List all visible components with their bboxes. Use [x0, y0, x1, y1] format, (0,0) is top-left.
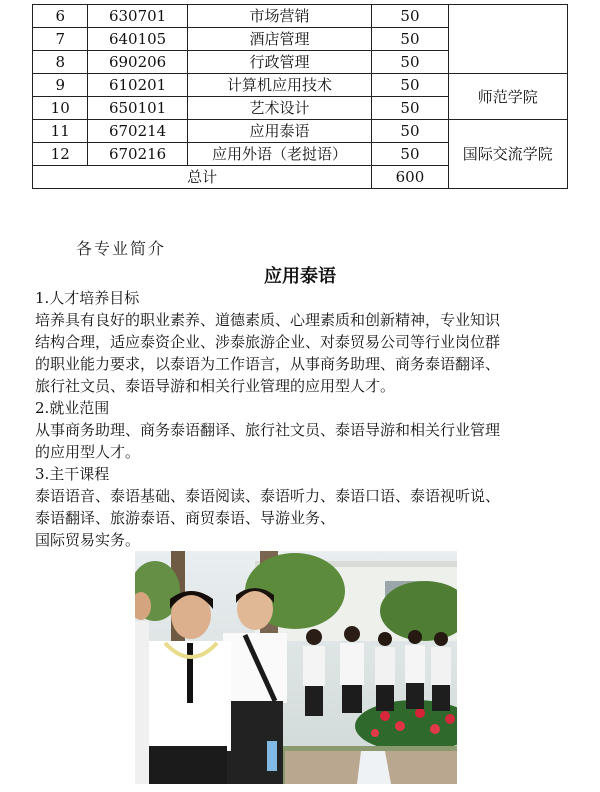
enroll-count: 50 — [372, 120, 448, 143]
section-3-heading: 3.主干课程 — [35, 465, 110, 483]
enroll-count: 50 — [372, 74, 448, 97]
college-cell-blank — [448, 5, 567, 74]
section-3-line: 泰语翻译、旅游泰语、商贸泰语、导游业务、 — [35, 509, 336, 527]
section-1-line: 旅行社文员、泰语导游和相关行业管理的应用型人才。 — [35, 377, 396, 395]
section-1-line: 培养具有良好的职业素养、道德素质、心理素质和创新精神，专业知识 — [35, 311, 501, 329]
major-code: 640105 — [88, 28, 187, 51]
table-row — [33, 74, 568, 97]
enroll-count: 50 — [372, 143, 448, 166]
enroll-count: 50 — [372, 28, 448, 51]
section-2-heading: 2.就业范围 — [35, 399, 110, 417]
section-3-line: 国际贸易实务。 — [35, 531, 141, 549]
major-name: 市场营销 — [187, 5, 372, 28]
row-number: 12 — [33, 143, 88, 166]
row-number: 6 — [33, 5, 88, 28]
section-2-line: 的应用型人才。 — [35, 443, 141, 461]
enroll-count: 50 — [372, 97, 448, 120]
major-code: 670214 — [88, 120, 187, 143]
college-normal-cell: 师范学院 — [448, 74, 567, 120]
row-number: 8 — [33, 51, 88, 74]
major-code: 630701 — [88, 5, 187, 28]
section-2-line: 从事商务助理、商务泰语翻译、旅行社文员、泰语导游和相关行业管理 — [35, 421, 501, 439]
section-1-line: 的职业能力要求，以泰语为工作语言，从事商务助理、商务泰语翻译、 — [35, 355, 501, 373]
section-1-heading: 1.人才培养目标 — [35, 289, 140, 307]
row-number: 9 — [33, 74, 88, 97]
major-code: 690206 — [88, 51, 187, 74]
major-name: 应用泰语 — [187, 120, 372, 143]
enroll-count: 50 — [372, 5, 448, 28]
total-value: 600 — [372, 166, 448, 189]
major-title: 应用泰语 — [264, 266, 336, 287]
enroll-count: 50 — [372, 51, 448, 74]
major-name: 行政管理 — [187, 51, 372, 74]
major-name: 计算机应用技术 — [187, 74, 372, 97]
major-name: 应用外语（老挝语） — [187, 143, 372, 166]
major-name: 艺术设计 — [187, 97, 372, 120]
students-photo — [135, 551, 457, 784]
table-row — [33, 5, 568, 28]
row-number: 11 — [33, 120, 88, 143]
table-row — [33, 120, 568, 143]
row-number: 10 — [33, 97, 88, 120]
total-label: 总计 — [33, 166, 372, 189]
row-number: 7 — [33, 28, 88, 51]
major-code: 670216 — [88, 143, 187, 166]
enrollment-table — [32, 4, 568, 189]
section-3-line: 泰语语音、泰语基础、泰语阅读、泰语听力、泰语口语、泰语视听说、 — [35, 487, 501, 505]
major-code: 650101 — [88, 97, 187, 120]
section-1-line: 结构合理，适应泰资企业、涉泰旅游企业、对泰贸易公司等行业岗位群 — [35, 333, 501, 351]
college-intl-cell: 国际交流学院 — [448, 120, 567, 189]
section-label: 各专业简介 — [76, 239, 167, 258]
major-name: 酒店管理 — [187, 28, 372, 51]
major-code: 610201 — [88, 74, 187, 97]
